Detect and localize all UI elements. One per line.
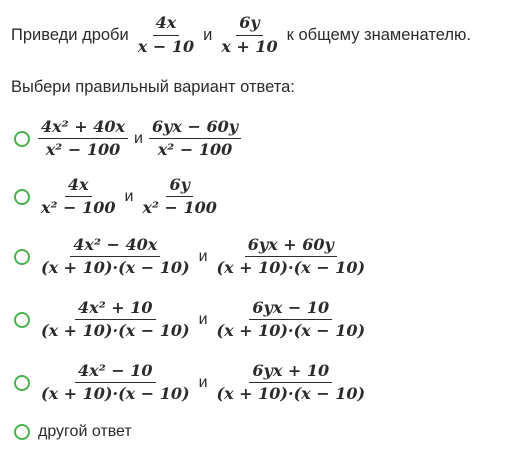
answer-option-1[interactable] [14, 118, 241, 160]
answer-option-5[interactable] [14, 362, 368, 404]
answer-option-2[interactable] [14, 176, 220, 218]
fraction-denominator: x − 10 [137, 36, 195, 56]
radio-button[interactable] [14, 131, 30, 147]
instruction-text: Выбери правильный вариант ответа: [11, 78, 295, 96]
fraction-numerator: 4x² − 40x [70, 236, 160, 257]
fraction-numerator: 4x² + 10 [75, 299, 156, 320]
fraction-denominator: x² − 100 [41, 198, 116, 218]
option-fraction-2 [214, 362, 369, 404]
option-separator: и [198, 310, 208, 328]
option-separator: и [198, 373, 208, 391]
radio-button[interactable] [14, 189, 30, 205]
question-conjunction: и [203, 25, 213, 44]
fraction-numerator: 6yx − 60y [149, 118, 241, 139]
fraction-numerator: 6yx + 60y [245, 236, 337, 257]
fraction-numerator: 6yx − 10 [249, 299, 332, 320]
fraction-denominator: (x + 10)·(x − 10) [216, 384, 366, 404]
option-fraction-1 [38, 362, 193, 404]
option-fraction-1 [38, 299, 193, 341]
answer-option-other[interactable] [14, 423, 132, 441]
fraction-numerator: 6yx + 10 [249, 362, 332, 383]
option-separator: и [124, 187, 134, 205]
fraction-numerator: 4x [153, 14, 180, 35]
option-fraction-2 [214, 236, 369, 278]
fraction-numerator: 4x [65, 176, 92, 197]
question-text [11, 4, 471, 66]
answer-option-3[interactable] [14, 236, 368, 278]
fraction-denominator: x² − 100 [45, 140, 121, 160]
fraction-denominator: (x + 10)·(x − 10) [41, 258, 190, 278]
answer-option-4[interactable] [14, 299, 368, 341]
radio-button[interactable] [14, 312, 30, 328]
radio-button[interactable] [14, 424, 30, 440]
option-fraction-2 [214, 299, 369, 341]
question-suffix: к общему знаменателю. [286, 25, 471, 44]
fraction-numerator: 6y [236, 14, 262, 35]
fraction-numerator: 4x² + 40x [38, 118, 128, 139]
question-prefix: Приведи дроби [11, 25, 129, 44]
fraction-numerator: 6y [166, 176, 192, 197]
option-fraction-1 [38, 236, 193, 278]
question-fraction-2 [218, 14, 280, 56]
question-fraction-1 [135, 14, 197, 56]
option-separator: и [134, 129, 143, 147]
fraction-denominator: (x + 10)·(x − 10) [216, 258, 366, 278]
option-fraction-2 [149, 118, 241, 160]
other-answer-label: другой ответ [38, 423, 132, 440]
fraction-denominator: x² − 100 [142, 198, 217, 218]
fraction-denominator: x² − 100 [157, 140, 233, 160]
fraction-denominator: x + 10 [221, 36, 278, 56]
option-fraction-1 [38, 118, 128, 160]
fraction-denominator: (x + 10)·(x − 10) [41, 321, 190, 341]
fraction-numerator: 4x² − 10 [75, 362, 156, 383]
radio-button[interactable] [14, 375, 30, 391]
radio-button[interactable] [14, 249, 30, 265]
option-separator: и [198, 247, 208, 265]
option-fraction-2 [139, 176, 220, 218]
fraction-denominator: (x + 10)·(x − 10) [216, 321, 366, 341]
fraction-denominator: (x + 10)·(x − 10) [41, 384, 190, 404]
option-fraction-1 [38, 176, 119, 218]
